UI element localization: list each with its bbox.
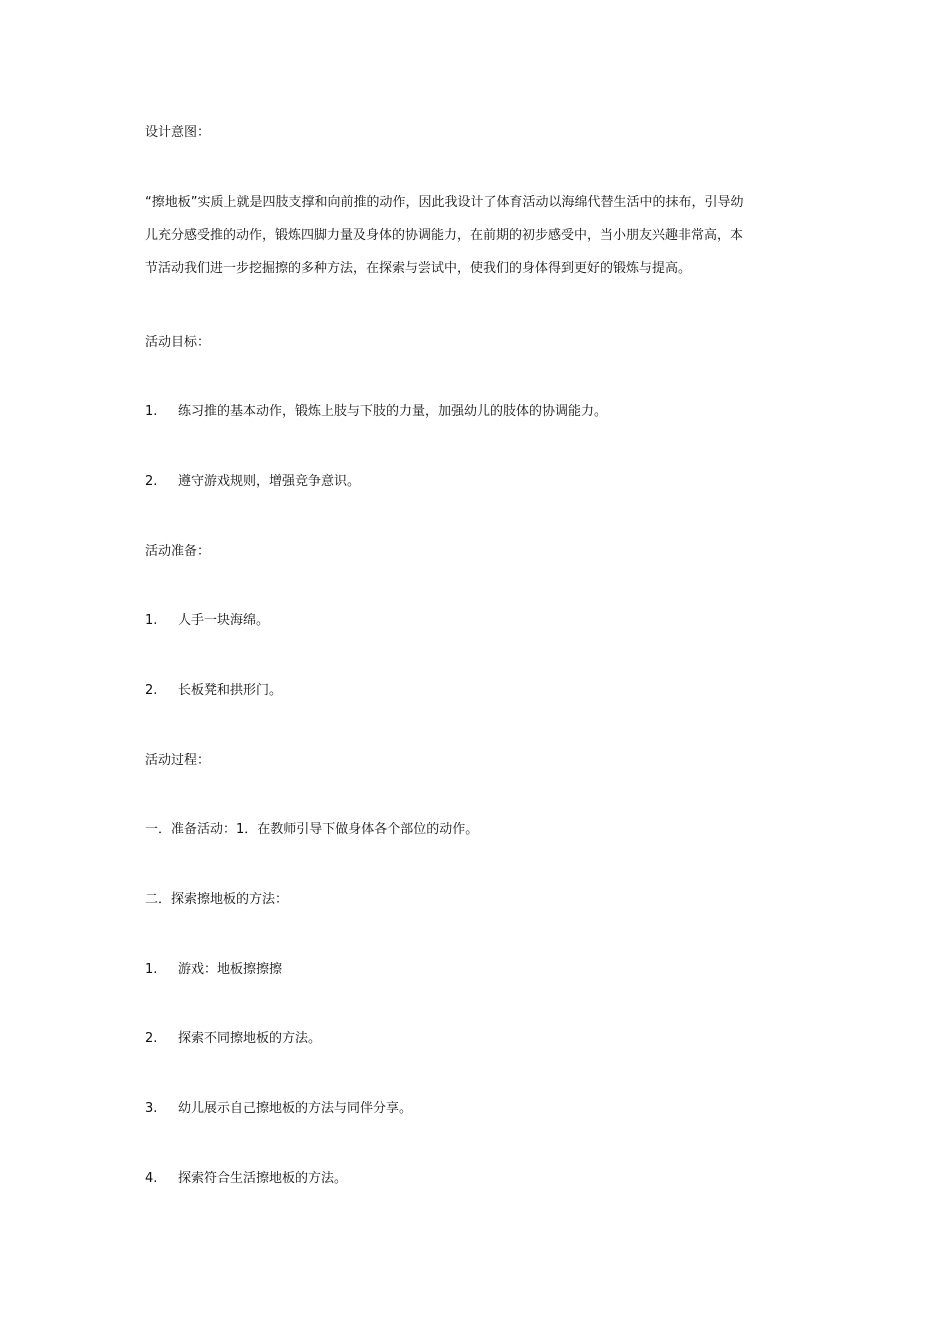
- prep-text: 人手一块海绵。: [178, 613, 270, 628]
- prep-item: [145, 682, 282, 700]
- explore-text: 游戏：地板擦擦擦: [178, 962, 283, 977]
- explore-number: 2.: [145, 1031, 158, 1046]
- heading-activity-prep: 活动准备：: [145, 544, 211, 559]
- explore-item: [145, 961, 282, 979]
- intent-line: 儿充分感受推的动作，锻炼四脚力量及身体的协调能力，在前期的初步感受中，当小朋友兴趣非常高，本: [145, 228, 744, 243]
- goal-item: [145, 473, 360, 491]
- prep-text: 长板凳和拱形门。: [178, 683, 283, 698]
- goal-item: [145, 403, 607, 421]
- prep-item: [145, 612, 269, 630]
- explore-number: 4.: [145, 1171, 158, 1186]
- goal-text: 练习推的基本动作，锻炼上肢与下肢的力量，加强幼儿的肢体的协调能力。: [178, 404, 608, 419]
- prep-number: 1.: [145, 613, 158, 628]
- explore-text: 幼儿展示自己擦地板的方法与同伴分享。: [178, 1101, 413, 1116]
- explore-text: 探索不同擦地板的方法。: [178, 1031, 322, 1046]
- goal-text: 遵守游戏规则，增强竞争意识。: [178, 474, 361, 489]
- prep-number: 2.: [145, 683, 158, 698]
- process-step-explore: 二．探索擦地板的方法：: [145, 892, 289, 907]
- document-page: [145, 0, 807, 1344]
- heading-activity-process: 活动过程：: [145, 753, 211, 768]
- goal-number: 2.: [145, 474, 158, 489]
- explore-number: 3.: [145, 1101, 158, 1116]
- intent-line: “擦地板”实质上就是四肢支撑和向前推的动作，因此我设计了体育活动以海绵代替生活中的抹布，引导幼: [145, 195, 744, 210]
- explore-item: [145, 1030, 321, 1048]
- heading-activity-goals: 活动目标：: [145, 335, 211, 350]
- explore-number: 1.: [145, 962, 158, 977]
- explore-text: 探索符合生活擦地板的方法。: [178, 1171, 348, 1186]
- intent-line: 节活动我们进一步挖掘擦的多种方法，在探索与尝试中，使我们的身体得到更好的锻炼与提高。: [145, 261, 692, 276]
- process-step-warmup: 一．准备活动：1．在教师引导下做身体各个部位的动作。: [145, 822, 479, 837]
- goal-number: 1.: [145, 404, 158, 419]
- design-intent-paragraph: [145, 194, 807, 293]
- explore-item: [145, 1170, 347, 1188]
- explore-item: [145, 1100, 412, 1118]
- heading-design-intent: 设计意图：: [145, 125, 211, 140]
